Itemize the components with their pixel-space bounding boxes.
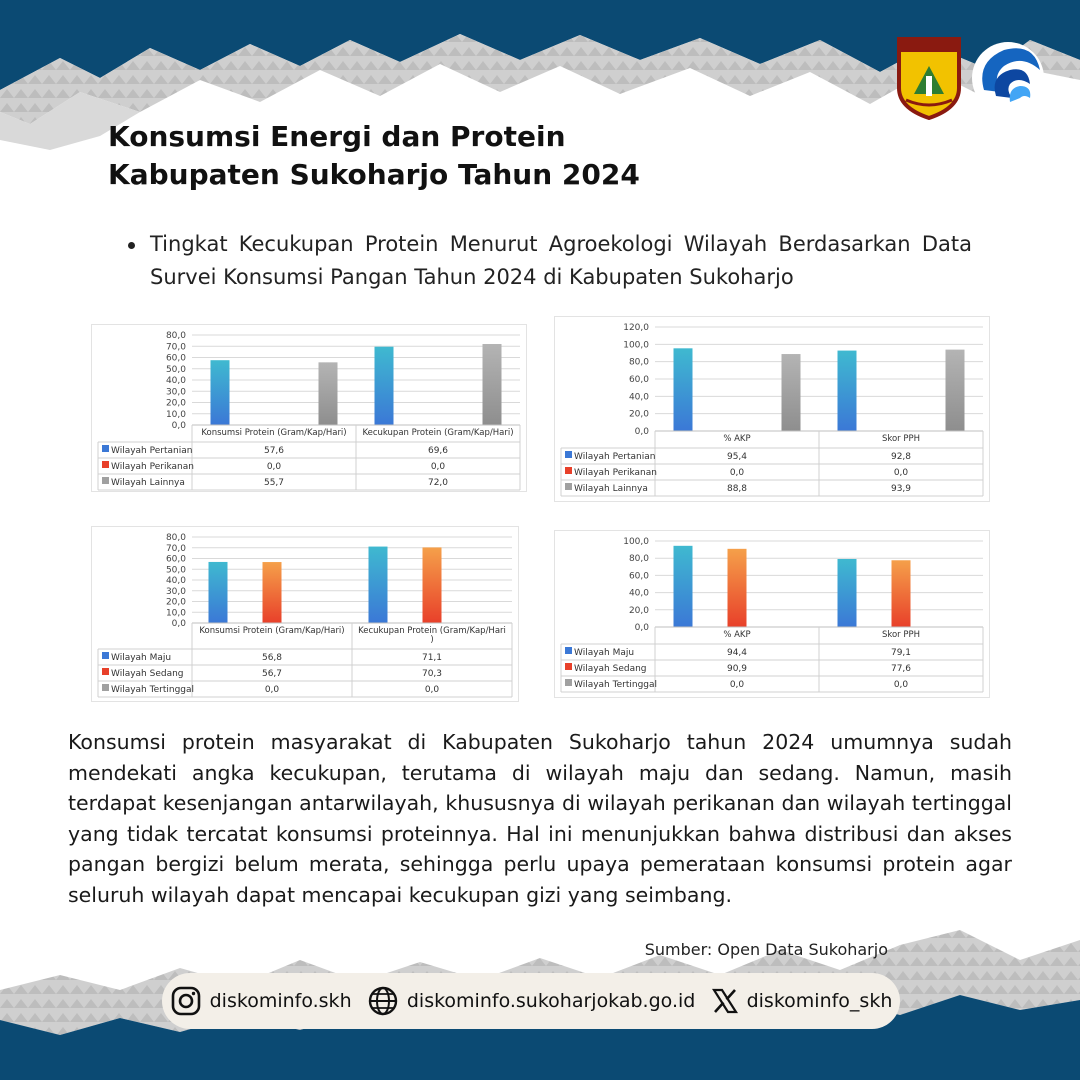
x-category-label: % AKP	[723, 434, 751, 444]
legend-swatch	[565, 663, 572, 670]
page-title	[108, 118, 640, 194]
chart-2	[555, 317, 989, 501]
legend-label: Wilayah Tertinggal	[574, 680, 658, 690]
chart-panel-1	[91, 324, 527, 492]
y-tick-label: 60,0	[165, 353, 186, 364]
website-url: diskominfo.sukoharjokab.go.id	[406, 990, 696, 1012]
x-category-label: Konsumsi Protein (Gram/Kap/Hari)	[199, 626, 345, 636]
data-value-label: 95,4	[726, 452, 748, 462]
bar	[674, 546, 693, 627]
legend-swatch	[102, 445, 109, 452]
data-value-label: 94,4	[726, 648, 748, 658]
y-tick-label: 40,0	[165, 576, 186, 586]
social-footer	[162, 973, 900, 1029]
chart-panel-3	[91, 526, 519, 702]
legend-label: Wilayah Pertanian	[574, 452, 656, 462]
y-tick-label: 40,0	[628, 588, 649, 599]
y-tick-label: 0,0	[634, 427, 649, 437]
x-category-label: )	[430, 635, 434, 645]
legend-swatch	[102, 668, 109, 675]
x-category-label: Kecukupan Protein (Gram/Kap/Hari)	[362, 428, 514, 438]
y-tick-label: 10,0	[165, 608, 186, 619]
bullet-dot	[128, 242, 135, 249]
x-category-label: Skor PPH	[881, 630, 921, 640]
data-value-label: 77,6	[890, 664, 912, 674]
data-value-label: 57,6	[263, 446, 285, 456]
bar	[319, 362, 338, 425]
globe-icon	[367, 985, 399, 1017]
data-value-label: 0,0	[893, 680, 909, 690]
bar	[674, 348, 693, 431]
legend-label: Wilayah Tertinggal	[111, 685, 195, 695]
chart-3	[92, 527, 518, 701]
y-tick-label: 0,0	[634, 623, 649, 633]
y-tick-label: 30,0	[165, 387, 186, 398]
data-value-label: 0,0	[893, 468, 909, 478]
y-tick-label: 20,0	[165, 597, 186, 608]
chart-panel-4	[554, 530, 990, 698]
y-tick-label: 80,0	[628, 554, 649, 565]
chart-4	[555, 531, 989, 697]
instagram-link[interactable]	[170, 985, 352, 1017]
bar	[209, 562, 228, 623]
y-tick-label: 30,0	[165, 586, 186, 597]
data-value-label: 79,1	[890, 648, 912, 658]
y-tick-label: 20,0	[628, 605, 649, 616]
data-value-label: 0,0	[266, 462, 282, 472]
y-tick-label: 40,0	[628, 392, 649, 403]
data-value-label: 0,0	[729, 468, 745, 478]
x-category-label: Konsumsi Protein (Gram/Kap/Hari)	[201, 428, 347, 438]
y-tick-label: 60,0	[165, 554, 186, 565]
bar	[375, 347, 394, 425]
bar	[892, 560, 911, 627]
instagram-handle: diskominfo.skh	[209, 990, 352, 1012]
legend-swatch	[565, 647, 572, 654]
legend-swatch	[565, 451, 572, 458]
data-value-label: 70,3	[421, 669, 443, 679]
legend-label: Wilayah Perikanan	[111, 462, 194, 472]
y-tick-label: 100,0	[623, 537, 649, 547]
bar	[369, 547, 388, 623]
title-line-1: Konsumsi Energi dan Protein	[108, 120, 566, 153]
legend-label: Wilayah Lainnya	[111, 478, 185, 488]
logo-group	[896, 36, 1046, 120]
data-value-label: 55,7	[263, 478, 285, 488]
x-link[interactable]	[711, 987, 893, 1015]
data-value-label: 56,7	[261, 669, 283, 679]
legend-label: Wilayah Lainnya	[574, 484, 648, 494]
legend-label: Wilayah Maju	[111, 653, 172, 663]
bar	[782, 354, 801, 431]
y-tick-label: 70,0	[165, 543, 186, 554]
bar	[263, 562, 282, 623]
legend-swatch	[565, 467, 572, 474]
source-text: Sumber: Open Data Sukoharjo	[644, 940, 888, 959]
y-tick-label: 10,0	[165, 409, 186, 420]
data-value-label: 0,0	[729, 680, 745, 690]
y-tick-label: 80,0	[165, 331, 186, 341]
legend-label: Wilayah Sedang	[574, 664, 647, 674]
chart-1	[92, 325, 526, 491]
data-value-label: 56,8	[261, 653, 283, 663]
data-value-label: 0,0	[430, 462, 446, 472]
x-category-label: Kecukupan Protein (Gram/Kap/Hari	[358, 626, 506, 636]
y-tick-label: 70,0	[165, 342, 186, 353]
data-value-label: 90,9	[726, 664, 748, 674]
x-category-label: % AKP	[723, 630, 751, 640]
legend-swatch	[565, 679, 572, 686]
data-value-label: 71,1	[421, 653, 443, 663]
bar	[838, 351, 857, 431]
y-tick-label: 100,0	[623, 340, 649, 351]
instagram-icon	[170, 985, 202, 1017]
bullet-text: Tingkat Kecukupan Protein Menurut Agroekologi Wilayah Berdasarkan Data Survei Konsumsi Pangan Tahun 2024 di Kabupaten Sukoharjo	[150, 232, 972, 289]
legend-swatch	[102, 684, 109, 691]
y-tick-label: 50,0	[165, 565, 186, 576]
bar	[483, 344, 502, 425]
bar	[838, 559, 857, 627]
legend-swatch	[102, 652, 109, 659]
legend-swatch	[565, 483, 572, 490]
bullet-point	[128, 228, 972, 294]
x-handle: diskominfo_skh	[746, 990, 893, 1012]
y-tick-label: 120,0	[623, 323, 649, 333]
x-category-label: Skor PPH	[881, 434, 921, 444]
bar	[423, 547, 442, 623]
legend-label: Wilayah Sedang	[111, 669, 184, 679]
legend-label: Wilayah Perikanan	[574, 468, 657, 478]
data-value-label: 93,9	[890, 484, 912, 494]
sukoharjo-crest-logo	[896, 36, 962, 120]
legend-label: Wilayah Maju	[574, 648, 635, 658]
data-value-label: 88,8	[726, 484, 748, 494]
data-value-label: 0,0	[264, 685, 280, 695]
data-value-label: 72,0	[427, 478, 449, 488]
data-value-label: 0,0	[424, 685, 440, 695]
y-tick-label: 80,0	[165, 533, 186, 543]
y-tick-label: 20,0	[628, 409, 649, 420]
y-tick-label: 60,0	[628, 571, 649, 582]
legend-label: Wilayah Pertanian	[111, 446, 193, 456]
bar	[728, 549, 747, 627]
legend-swatch	[102, 461, 109, 468]
y-tick-label: 60,0	[628, 375, 649, 385]
y-tick-label: 80,0	[628, 357, 649, 368]
summary-paragraph: Konsumsi protein masyarakat di Kabupaten Sukoharjo tahun 2024 umumnya sudah mendekati angka kecukupan, terutama di wilayah maju dan sedang. Namun, masih terdapat kesenjangan antarwilayah, khususnya di wilayah perikanan dan wilayah tertinggal yang tidak tercatat konsumsi proteinnya. Hal ini menunjukkan bahwa distribusi dan akses pangan bergizi belum merata, sehingga perlu upaya pemerataan konsumsi protein agar seluruh wilayah dapat mencapai kecukupan gizi yang seimbang.	[68, 730, 1012, 907]
data-value-label: 69,6	[427, 446, 449, 456]
y-tick-label: 0,0	[171, 619, 186, 629]
y-tick-label: 40,0	[165, 376, 186, 386]
y-tick-label: 0,0	[171, 421, 186, 431]
y-tick-label: 20,0	[165, 398, 186, 409]
y-tick-label: 50,0	[165, 364, 186, 375]
kominfo-logo	[970, 40, 1046, 116]
data-value-label: 92,8	[890, 452, 912, 462]
title-line-2: Kabupaten Sukoharjo Tahun 2024	[108, 158, 640, 191]
bar	[946, 350, 965, 431]
website-link[interactable]	[367, 985, 695, 1017]
legend-swatch	[102, 477, 109, 484]
x-logo-icon	[711, 987, 739, 1015]
bar	[211, 360, 230, 425]
chart-panel-2	[554, 316, 990, 502]
